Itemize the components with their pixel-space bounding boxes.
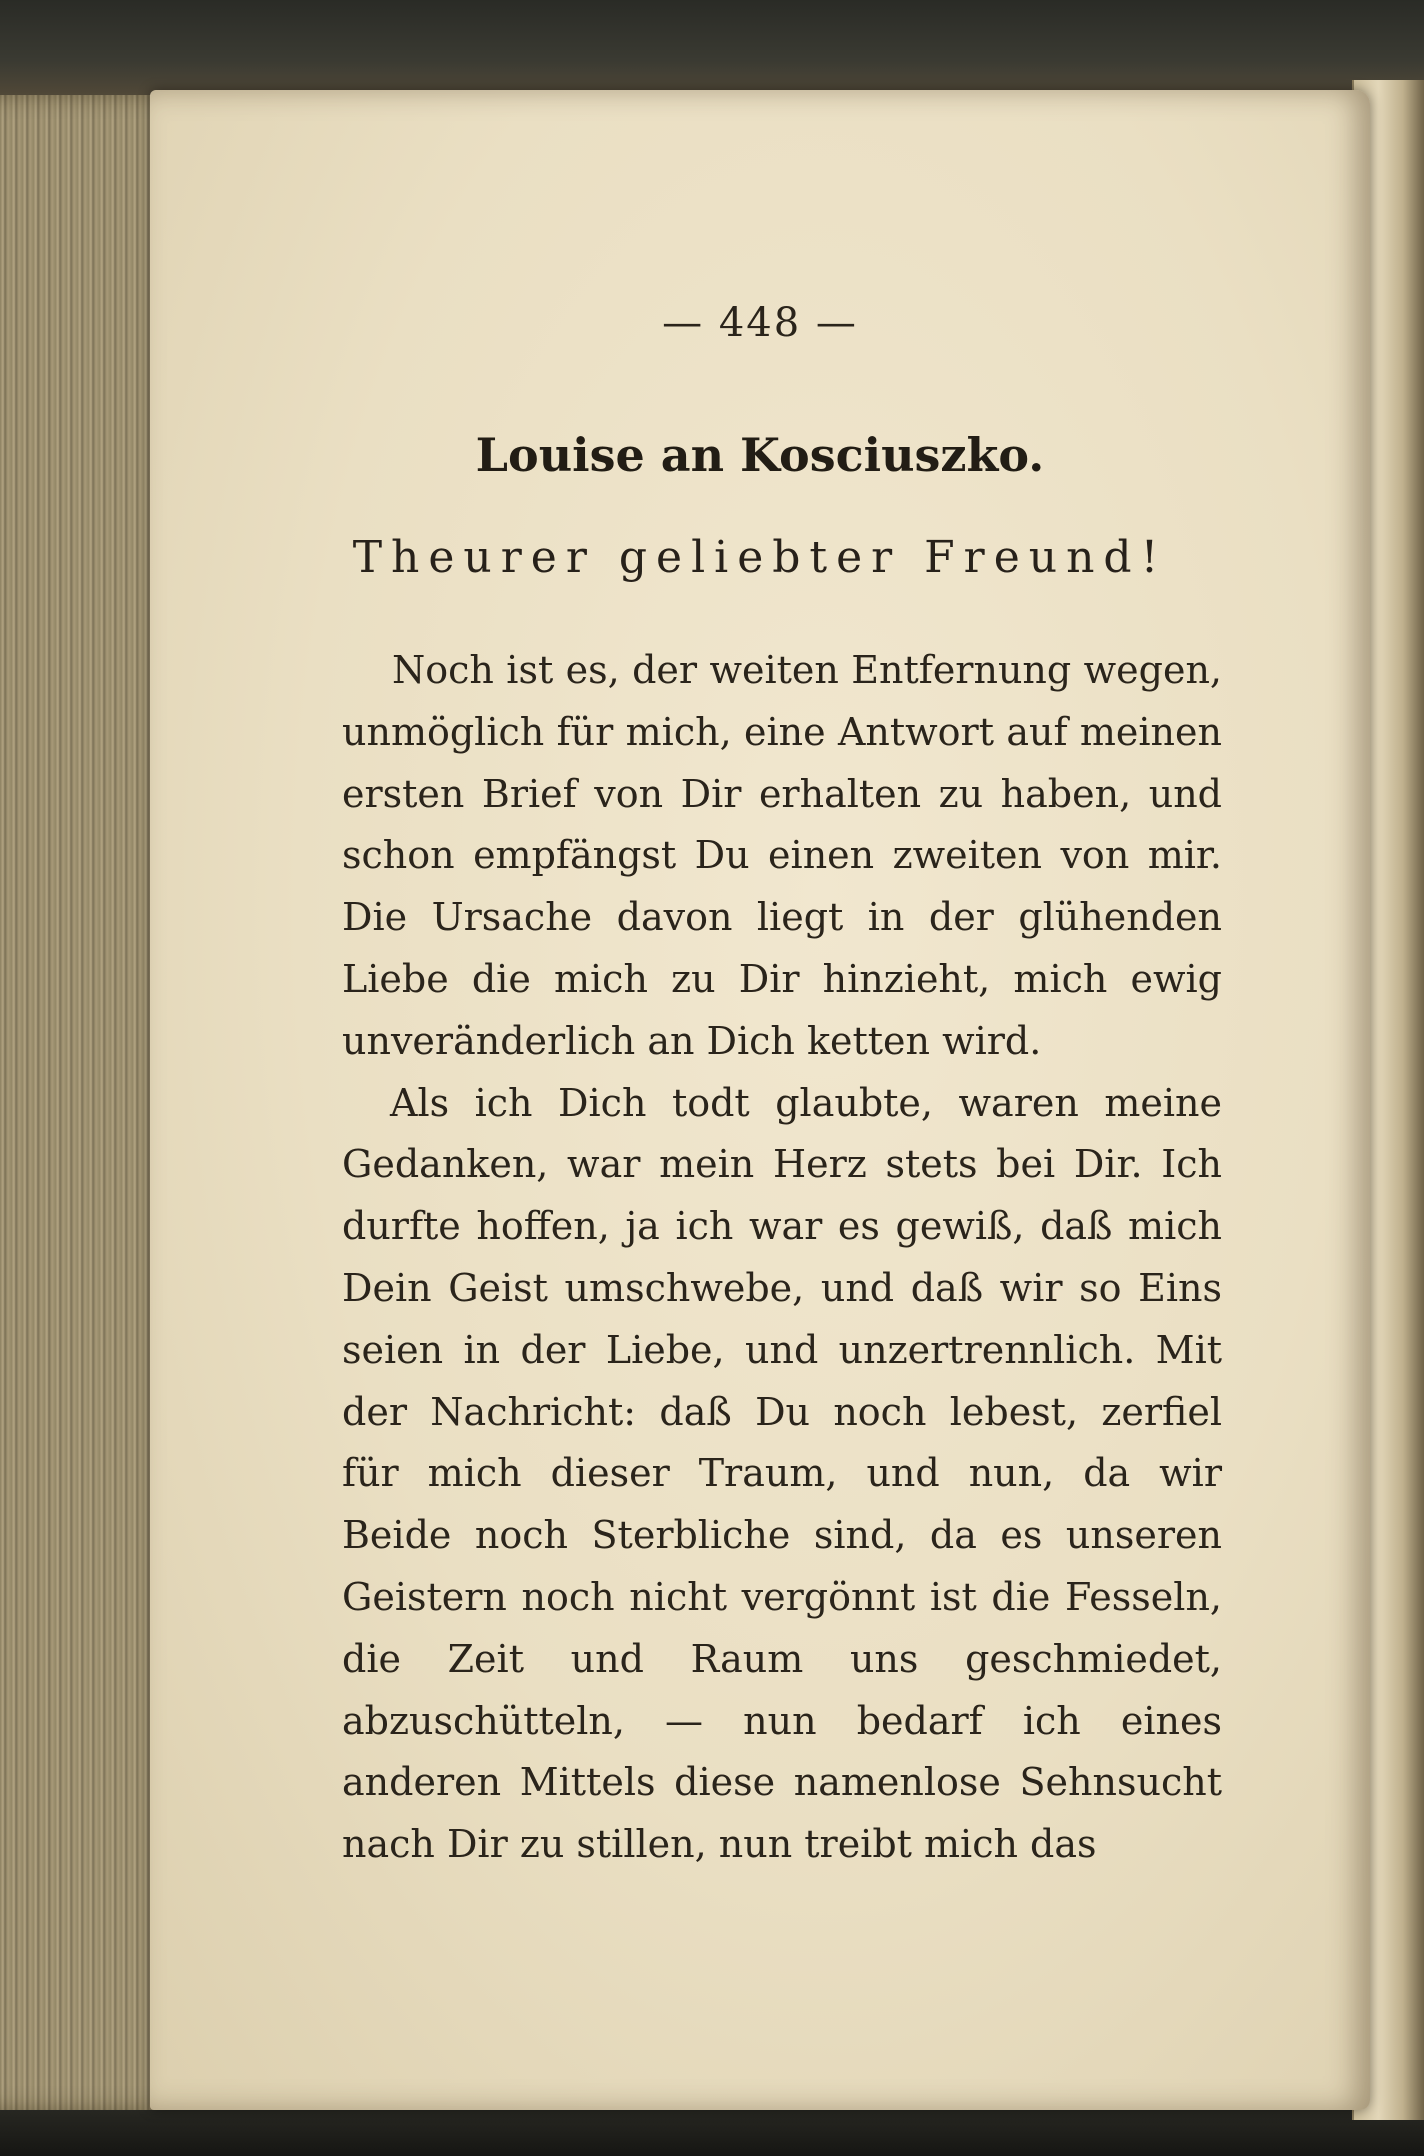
paragraph-2: Als ich Dich todt glaubte, waren meine Gedanken, war mein Herz stets bei Dir. Ich durfte hoffen, ja ich war es gewiß, daß mich Dein Geist umschwebe, und daß wir so Eins seien in der Liebe, und unzertrennlich. Mit der Nachricht: daß Du noch lebest, zerfiel für mich dieser Traum, und nun, da wir Beide noch Sterbliche sind, da es unseren Geistern noch nicht vergönnt ist die Fesseln, die Zeit und Raum uns geschmiedet, abzuschütteln, — nun bedarf ich eines anderen Mittels diese namenlose Sehnsucht nach Dir zu stillen, nun treibt mich das xyxy=(342,1080,1222,1867)
page-number: — 448 — xyxy=(662,300,858,346)
letter-heading: Louise an Kosciuszko. xyxy=(475,428,1045,482)
letter-salutation: Theurer geliebter Freund! xyxy=(352,532,1168,583)
letter-body xyxy=(342,640,1222,1876)
paragraph-1: Noch ist es, der weiten Entfernung wegen, unmöglich für mich, eine Antwort auf meinen ersten Brief von Dir erhalten zu haben, und schon empfängst Du einen zweiten von mir. Die Ursache davon liegt in der glühenden Liebe die mich zu Dir hinzieht, mich ewig unveränderlich an Dich ketten wird. xyxy=(342,648,1222,1063)
